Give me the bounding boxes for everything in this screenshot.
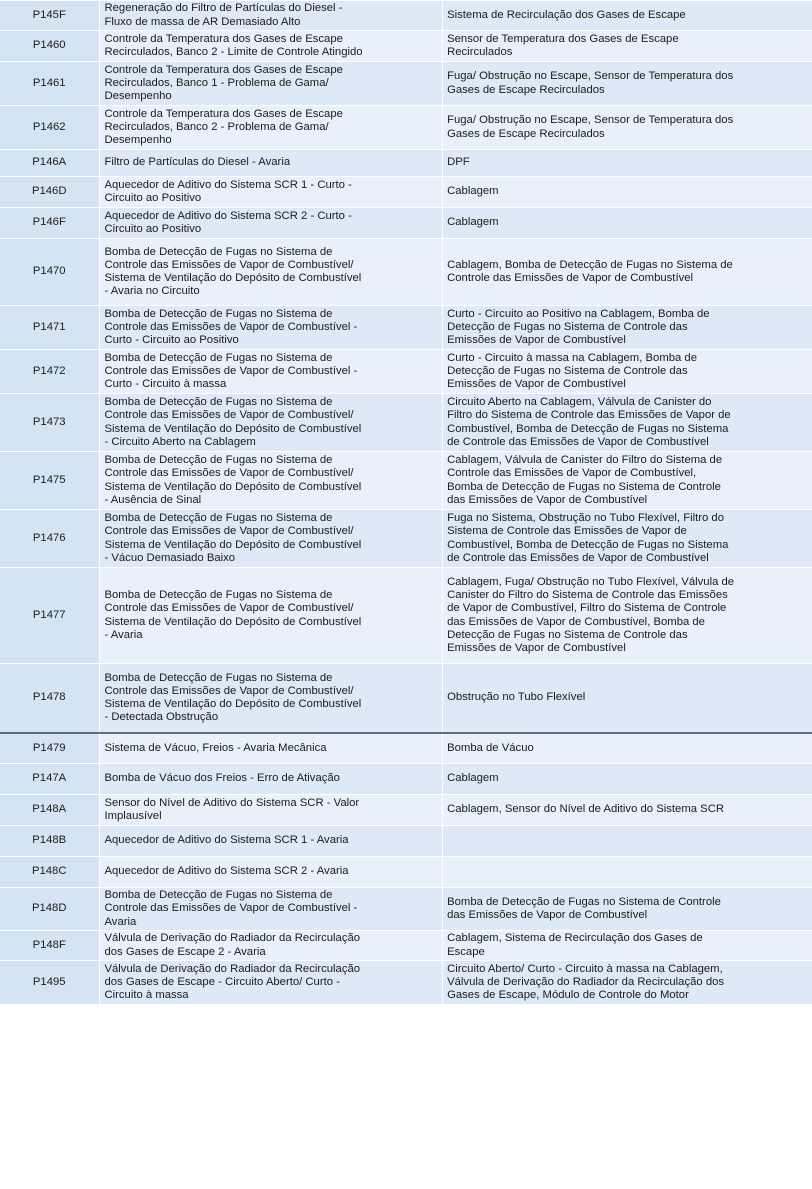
cause-line: Cablagem, Bomba de Detecção de Fugas no Sistema de bbox=[447, 258, 733, 271]
description-line: Controle das Emissões de Vapor de Combustível - bbox=[104, 320, 358, 333]
cause-line: Bomba de Vácuo bbox=[447, 741, 534, 754]
description-line: Bomba de Detecção de Fugas no Sistema de bbox=[104, 671, 333, 684]
dtc-probable-cause bbox=[443, 857, 812, 888]
description-line: Controle das Emissões de Vapor de Combustível/ bbox=[104, 602, 354, 615]
table-row bbox=[0, 150, 812, 177]
dtc-probable-cause bbox=[443, 62, 812, 106]
cause-line: Detecção de Fugas no Sistema de Controle das bbox=[447, 320, 688, 333]
dtc-description bbox=[100, 795, 443, 826]
cause-line: das Emissões de Vapor de Combustível bbox=[447, 493, 648, 506]
dtc-probable-cause bbox=[443, 208, 812, 239]
cause-line: Cablagem bbox=[447, 185, 499, 198]
dtc-probable-cause bbox=[443, 177, 812, 208]
dtc-probable-cause bbox=[443, 510, 812, 568]
cause-line: de Controle das Emissões de Vapor de Combustível bbox=[447, 551, 709, 564]
cause-line: Cablagem, Fuga/ Obstrução no Tubo Flexível, Válvula de bbox=[447, 575, 735, 588]
description-line: Controle das Emissões de Vapor de Combustível/ bbox=[104, 467, 354, 480]
dtc-description bbox=[100, 62, 443, 106]
description-line: Válvula de Derivação do Radiador da Recirculação bbox=[104, 932, 361, 945]
description-line: Válvula de Derivação do Radiador da Recirculação bbox=[104, 962, 361, 975]
dtc-probable-cause bbox=[443, 452, 812, 510]
description-line: Sistema de Ventilação do Depósito de Combustível bbox=[104, 480, 362, 493]
dtc-code: P148C bbox=[0, 857, 100, 888]
table-row bbox=[0, 177, 812, 208]
table-row bbox=[0, 208, 812, 239]
description-line: Curto - Circuito à massa bbox=[104, 378, 227, 391]
cause-line: Sensor de Temperatura dos Gases de Escape bbox=[447, 32, 679, 45]
dtc-code: P1476 bbox=[0, 510, 100, 568]
dtc-description bbox=[100, 568, 443, 664]
description-line: Implausível bbox=[104, 810, 162, 822]
table-row bbox=[0, 857, 812, 888]
description-line: Bomba de Vácuo dos Freios - Erro de Ativação bbox=[104, 772, 340, 785]
description-line: Sistema de Ventilação do Depósito de Combustível bbox=[104, 272, 362, 284]
description-line: Curto - Circuito ao Positivo bbox=[104, 334, 239, 347]
dtc-code: P147A bbox=[0, 764, 100, 795]
description-line: Sistema de Vácuo, Freios - Avaria Mecânica bbox=[104, 741, 327, 754]
dtc-probable-cause bbox=[443, 961, 812, 1005]
description-line: Circuito à massa bbox=[104, 989, 189, 1002]
dtc-probable-cause bbox=[443, 795, 812, 826]
cause-line: Válvula de Derivação do Radiador da Recirculação dos bbox=[447, 975, 725, 988]
dtc-code: P1470 bbox=[0, 239, 100, 306]
description-line: Controle das Emissões de Vapor de Combustível - bbox=[104, 902, 358, 915]
dtc-description bbox=[100, 888, 443, 931]
table-row bbox=[0, 795, 812, 826]
cause-line: Bomba de Detecção de Fugas no Sistema de Controle bbox=[447, 895, 721, 908]
description-line: Sistema de Ventilação do Depósito de Combustível bbox=[104, 698, 362, 710]
description-line: Desempenho bbox=[104, 90, 172, 103]
dtc-code: P1475 bbox=[0, 452, 100, 510]
cause-line: Emissões de Vapor de Combustível bbox=[447, 378, 626, 391]
cause-line: Bomba de Detecção de Fugas no Sistema de Controle bbox=[447, 480, 721, 493]
dtc-probable-cause bbox=[443, 764, 812, 795]
cause-line: Obstrução no Tubo Flexível bbox=[447, 691, 586, 704]
description-line: Aquecedor de Aditivo do Sistema SCR 2 - Avaria bbox=[104, 865, 349, 878]
table-row bbox=[0, 826, 812, 857]
table-row bbox=[0, 239, 812, 306]
description-line: Filtro de Partículas do Diesel - Avaria bbox=[104, 156, 291, 169]
description-line: dos Gases de Escape - Circuito Aberto/ Curto - bbox=[104, 975, 340, 988]
dtc-description bbox=[100, 239, 443, 306]
dtc-probable-cause bbox=[443, 733, 812, 764]
table-row bbox=[0, 764, 812, 795]
description-line: Controle das Emissões de Vapor de Combustível/ bbox=[104, 258, 354, 271]
cause-line: Circuito Aberto na Cablagem, Válvula de Canister do bbox=[447, 396, 712, 409]
description-line: - Circuito Aberto na Cablagem bbox=[104, 435, 256, 448]
description-line: Bomba de Detecção de Fugas no Sistema de bbox=[104, 589, 333, 602]
description-line: - Detectada Obstrução bbox=[104, 711, 219, 724]
dtc-probable-cause bbox=[443, 1, 812, 31]
table-row bbox=[0, 452, 812, 510]
cause-line: Combustível, Bomba de Detecção de Fugas no Sistema bbox=[447, 422, 729, 435]
description-line: Recirculados, Banco 2 - Problema de Gama/ bbox=[104, 120, 329, 133]
dtc-code: P148B bbox=[0, 826, 100, 857]
dtc-description bbox=[100, 857, 443, 888]
description-line: Controle das Emissões de Vapor de Combustível - bbox=[104, 364, 358, 377]
dtc-code: P1461 bbox=[0, 62, 100, 106]
description-line: Bomba de Detecção de Fugas no Sistema de bbox=[104, 396, 333, 409]
dtc-description bbox=[100, 106, 443, 150]
dtc-description bbox=[100, 306, 443, 350]
description-line: Controle das Emissões de Vapor de Combustível/ bbox=[104, 409, 354, 422]
dtc-probable-cause bbox=[443, 350, 812, 394]
description-line: Avaria bbox=[104, 915, 137, 928]
cause-line: Gases de Escape, Módulo de Controle do Motor bbox=[447, 989, 689, 1002]
description-line: Aquecedor de Aditivo do Sistema SCR 1 - Avaria bbox=[104, 834, 349, 847]
table-row bbox=[0, 1, 812, 31]
dtc-probable-cause bbox=[443, 931, 812, 961]
dtc-code: P146A bbox=[0, 150, 100, 177]
cause-line: de Controle das Emissões de Vapor de Combustível bbox=[447, 435, 709, 448]
dtc-code: P1472 bbox=[0, 350, 100, 394]
dtc-description bbox=[100, 208, 443, 239]
description-line: Sistema de Ventilação do Depósito de Combustível bbox=[104, 538, 362, 551]
dtc-description bbox=[100, 177, 443, 208]
description-line: Sistema de Ventilação do Depósito de Combustível bbox=[104, 615, 362, 628]
description-line: Controle da Temperatura dos Gases de Escape bbox=[104, 107, 343, 120]
description-line: Bomba de Detecção de Fugas no Sistema de bbox=[104, 351, 333, 364]
dtc-code: P1479 bbox=[0, 733, 100, 764]
cause-line: Recirculados bbox=[447, 46, 513, 58]
description-line: - Avaria no Circuito bbox=[104, 285, 200, 298]
dtc-code: P148F bbox=[0, 931, 100, 961]
cause-line: Detecção de Fugas no Sistema de Controle das bbox=[447, 364, 688, 377]
dtc-probable-cause bbox=[443, 306, 812, 350]
description-line: Aquecedor de Aditivo do Sistema SCR 1 - Curto - bbox=[104, 178, 352, 191]
description-line: Bomba de Detecção de Fugas no Sistema de bbox=[104, 889, 333, 902]
dtc-description bbox=[100, 826, 443, 857]
cause-line: Cablagem bbox=[447, 216, 499, 229]
cause-line: Controle das Emissões de Vapor de Combustível bbox=[447, 272, 694, 284]
cause-line: Canister do Filtro do Sistema de Controle das Emissões bbox=[447, 589, 728, 602]
table-row bbox=[0, 394, 812, 452]
dtc-description bbox=[100, 931, 443, 961]
cause-line: Emissões de Vapor de Combustível bbox=[447, 641, 626, 654]
table-row bbox=[0, 961, 812, 1005]
dtc-probable-cause bbox=[443, 568, 812, 664]
description-line: Fluxo de massa de AR Demasiado Alto bbox=[104, 15, 301, 28]
dtc-code: P1462 bbox=[0, 106, 100, 150]
dtc-code: P1471 bbox=[0, 306, 100, 350]
table-row bbox=[0, 733, 812, 764]
cause-line: Cablagem, Sensor do Nível de Aditivo do Sistema SCR bbox=[447, 803, 725, 816]
dtc-description bbox=[100, 452, 443, 510]
cause-line: Escape bbox=[447, 945, 485, 958]
dtc-description bbox=[100, 1, 443, 31]
cause-line: das Emissões de Vapor de Combustível, Bomba de bbox=[447, 615, 705, 628]
description-line: Recirculados, Banco 2 - Limite de Controle Atingido bbox=[104, 46, 363, 58]
dtc-description bbox=[100, 733, 443, 764]
table-row bbox=[0, 62, 812, 106]
cause-line: Sistema de Recirculação dos Gases de Escape bbox=[447, 8, 686, 21]
cause-line: Circuito Aberto/ Curto - Circuito à massa na Cablagem, bbox=[447, 962, 723, 975]
dtc-probable-cause bbox=[443, 106, 812, 150]
description-line: Regeneração do Filtro de Partículas do Diesel - bbox=[104, 2, 343, 15]
description-line: - Ausência de Sinal bbox=[104, 493, 202, 506]
description-line: Desempenho bbox=[104, 134, 172, 147]
description-line: dos Gases de Escape 2 - Avaria bbox=[104, 945, 266, 958]
cause-line: Sistema de Controle das Emissões de Vapor de bbox=[447, 525, 687, 538]
dtc-code: P1478 bbox=[0, 664, 100, 734]
cause-line: Fuga/ Obstrução no Escape, Sensor de Temperatura dos bbox=[447, 70, 734, 83]
dtc-code: P1460 bbox=[0, 31, 100, 62]
description-line: Sistema de Ventilação do Depósito de Combustível bbox=[104, 422, 362, 435]
cause-line: Fuga no Sistema, Obstrução no Tubo Flexível, Filtro do bbox=[447, 512, 724, 525]
cause-line: Cablagem, Válvula de Canister do Filtro do Sistema de bbox=[447, 454, 723, 467]
table-row bbox=[0, 568, 812, 664]
dtc-description bbox=[100, 961, 443, 1005]
cause-line: Curto - Circuito à massa na Cablagem, Bomba de bbox=[447, 351, 697, 364]
dtc-description bbox=[100, 394, 443, 452]
dtc-description bbox=[100, 510, 443, 568]
dtc-probable-cause bbox=[443, 664, 812, 734]
cause-line: Emissões de Vapor de Combustível bbox=[447, 334, 626, 347]
cause-line: das Emissões de Vapor de Combustível bbox=[447, 909, 648, 921]
cause-line: Cablagem, Sistema de Recirculação dos Gases de bbox=[447, 932, 703, 945]
description-line: Circuito ao Positivo bbox=[104, 192, 202, 204]
cause-line: Gases de Escape Recirculados bbox=[447, 83, 605, 96]
dtc-probable-cause bbox=[443, 31, 812, 62]
description-line: Controle das Emissões de Vapor de Combustível/ bbox=[104, 684, 354, 697]
description-line: Sensor do Nível de Aditivo do Sistema SCR - Valor bbox=[104, 796, 360, 809]
dtc-description bbox=[100, 31, 443, 62]
cause-line: Gases de Escape Recirculados bbox=[447, 127, 605, 140]
table-row bbox=[0, 306, 812, 350]
description-line: Bomba de Detecção de Fugas no Sistema de bbox=[104, 245, 333, 258]
dtc-code: P1477 bbox=[0, 568, 100, 664]
dtc-description bbox=[100, 664, 443, 734]
description-line: Controle da Temperatura dos Gases de Escape bbox=[104, 32, 343, 45]
dtc-code: P146F bbox=[0, 208, 100, 239]
cause-line: Cablagem bbox=[447, 772, 499, 785]
description-line: Bomba de Detecção de Fugas no Sistema de bbox=[104, 512, 333, 525]
description-line: Controle da Temperatura dos Gases de Escape bbox=[104, 63, 343, 76]
cause-line: Detecção de Fugas no Sistema de Controle das bbox=[447, 628, 688, 641]
description-line: Circuito ao Positivo bbox=[104, 223, 202, 235]
dtc-probable-cause bbox=[443, 239, 812, 306]
dtc-probable-cause bbox=[443, 888, 812, 931]
table-row bbox=[0, 106, 812, 150]
dtc-code: P148A bbox=[0, 795, 100, 826]
table-row bbox=[0, 350, 812, 394]
cause-line: de Vapor de Combustível, Filtro do Sistema de Controle bbox=[447, 602, 727, 615]
dtc-description bbox=[100, 150, 443, 177]
dtc-description bbox=[100, 350, 443, 394]
cause-line: Controle das Emissões de Vapor de Combustível, bbox=[447, 467, 697, 480]
description-line: - Avaria bbox=[104, 628, 143, 641]
cause-line: Fuga/ Obstrução no Escape, Sensor de Temperatura dos bbox=[447, 114, 734, 127]
table-row bbox=[0, 931, 812, 961]
dtc-code: P1495 bbox=[0, 961, 100, 1005]
dtc-code: P146D bbox=[0, 177, 100, 208]
cause-line: Curto - Circuito ao Positivo na Cablagem, Bomba de bbox=[447, 307, 710, 320]
cause-line: DPF bbox=[447, 156, 470, 169]
table-row bbox=[0, 888, 812, 931]
description-line: Bomba de Detecção de Fugas no Sistema de bbox=[104, 307, 333, 320]
dtc-description bbox=[100, 764, 443, 795]
dtc-probable-cause bbox=[443, 826, 812, 857]
table-row bbox=[0, 664, 812, 734]
cause-line: Combustível, Bomba de Detecção de Fugas no Sistema bbox=[447, 538, 729, 551]
dtc-code: P145F bbox=[0, 1, 100, 31]
description-line: - Vácuo Demasiado Baixo bbox=[104, 551, 236, 564]
dtc-code: P148D bbox=[0, 888, 100, 931]
dtc-probable-cause bbox=[443, 394, 812, 452]
description-line: Controle das Emissões de Vapor de Combustível/ bbox=[104, 525, 354, 538]
dtc-probable-cause bbox=[443, 150, 812, 177]
description-line: Bomba de Detecção de Fugas no Sistema de bbox=[104, 454, 333, 467]
cause-line: Filtro do Sistema de Controle das Emissões de Vapor de bbox=[447, 409, 731, 422]
table-row bbox=[0, 510, 812, 568]
description-line: Recirculados, Banco 1 - Problema de Gama/ bbox=[104, 76, 329, 89]
table-row bbox=[0, 31, 812, 62]
dtc-code: P1473 bbox=[0, 394, 100, 452]
description-line: Aquecedor de Aditivo do Sistema SCR 2 - Curto - bbox=[104, 209, 352, 222]
